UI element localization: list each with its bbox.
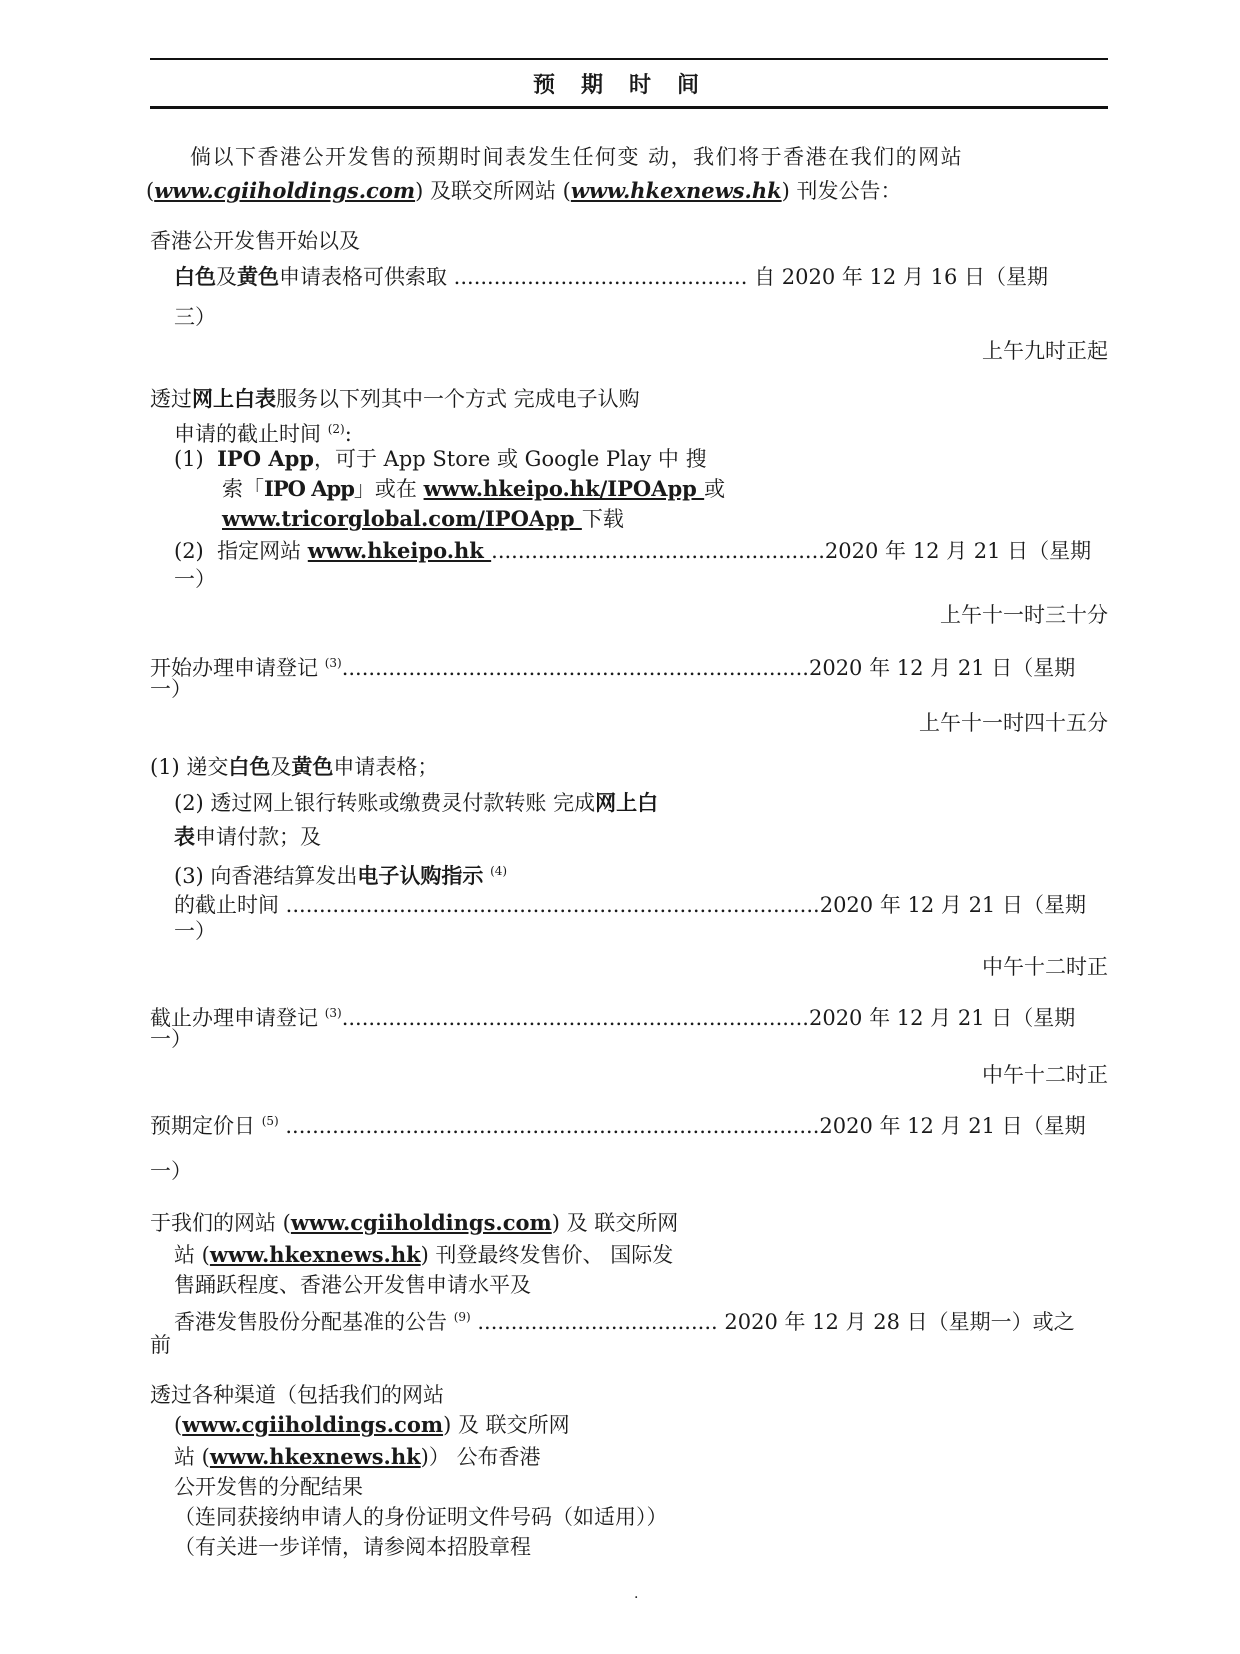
intro-hkex-url[interactable]: www.hkexnews.hk [570,178,782,203]
entry4-l2-bold: 网上白 [595,791,659,815]
page-marker: · [634,1590,639,1606]
entry5-date-continued: 一） [150,1027,192,1051]
entry8-l2-post: ) 及 联交所网 [443,1413,570,1437]
entry3-date: 2020 年 12 月 21 日（星期 [808,656,1076,680]
entry8-l3-pre: 站 ( [174,1445,210,1469]
header-top-rule [150,58,1108,60]
entry4-time: 中午十二时正 [982,955,1108,979]
hkexnews-link[interactable]: www.hkexnews.hk [209,1444,421,1469]
option1-text: ，可于 App Store 或 Google Play 中 搜 [314,447,707,471]
entry7-l2-pre: 站 ( [174,1243,210,1267]
entry5-line [150,998,1075,1033]
entry8-line4: 公开发售的分配结果 [174,1475,363,1499]
white-form-text: 白色 [228,755,271,779]
entry4-l3-bold: 表 [174,825,195,849]
entry7-date-continued: 前 [150,1333,171,1357]
entry3-time: 上午十一时四十五分 [919,711,1108,735]
leader-dots: ...................................................................... [341,656,809,680]
entry8-line2 [174,1410,570,1440]
colon: : [344,422,352,446]
entry7-l1-post: ) 及 联交所网 [551,1211,679,1235]
ipo-app-text: IPO App [217,446,314,471]
entry7-date: 2020 年 12 月 28 日（星期一）或之 [724,1310,1075,1334]
ipo-app-text: IPO App [264,476,354,501]
electronic-instructions-text: 电子认购指示 [357,864,484,888]
bracket-open: 索「 [222,477,264,501]
entry2-date-continued: 一） [174,567,216,591]
leader-dots: ............................................ [447,265,755,289]
entry5-label: 截止办理申请登记 [150,1006,318,1030]
leader-dots: ................................................................................ [279,893,820,917]
company-website-link[interactable]: www.cgiiholdings.com [290,1210,552,1235]
white-form-text: 白色 [174,265,216,289]
entry1-label-line1: 香港公开发售开始以及 [150,229,360,253]
entry8-line1: 透过各种渠道（包括我们的网站 [150,1383,444,1407]
entry2-deadline-label: 申请的截止时间 [174,422,321,446]
entry8-line5: （连同获接纳申请人的身份证明文件号码（如适用）） [174,1505,668,1529]
option2-text: 指定网站 [217,539,308,563]
intro-mid-text: 及联交所网站 [423,179,563,203]
tricor-ipoapp-link[interactable]: www.tricorglobal.com/IPOApp [222,506,582,531]
leader-dots: ................................................................................ [278,1114,820,1138]
entry5-time: 中午十二时正 [982,1063,1108,1087]
entry6-date: 2020 年 12 月 21 日（星期 [819,1114,1086,1138]
footnote-ref: (2) [327,422,345,436]
entry7-line2 [174,1240,673,1270]
entry7-l4: 香港发售股份分配基准的公告 [174,1310,447,1334]
entry7-l1-pre: 于我们的网站 ( [150,1211,291,1235]
entry3-date-continued: 一） [150,677,192,701]
entry2-bold: 网上白表 [192,387,276,411]
intro-company-url[interactable]: www.cgiiholdings.com [154,178,416,203]
entry2-option1-line3 [222,504,624,534]
yellow-form-text: 黄色 [237,265,279,289]
footnote-ref: (3) [324,656,342,670]
entry4-l2-pre: (2) 透过网上银行转账或缴费灵付款转账 完成 [174,791,596,815]
entry2-option1-line2 [222,474,725,504]
entry8-line3 [174,1442,541,1472]
entry1-rest-text: 申请表格可供索取 [279,265,447,289]
entry4-line5 [174,890,1086,920]
entry2-option1-line1 [174,444,707,474]
footnote-ref: (3) [324,1006,342,1020]
entry6-date-continued: 一） [150,1159,192,1183]
leader-dots: .................................... [470,1310,725,1334]
entry4-deadline-label: 的截止时间 [174,893,279,917]
entry4-line2 [174,788,658,818]
entry7-line4 [174,1302,1075,1337]
entry8-l3-post: )） 公布香港 [420,1445,541,1469]
entry2-pre: 透过 [150,387,192,411]
entry4-line3 [174,822,321,852]
entry1-label-line2 [174,262,1048,292]
entry4-date: 2020 年 12 月 21 日（星期 [819,893,1086,917]
entry7-l2-post: ) 刊登最终发售价、 国际发 [420,1243,674,1267]
entry4-l1-post: 申请表格； [333,755,439,779]
leader-dots: .................................................. [491,539,825,563]
entry2-date: 2020 年 12 月 21 日（星期 [824,539,1092,563]
entry6-label: 预期定价日 [150,1114,255,1138]
footnote-ref: (5) [261,1114,279,1128]
entry4-l1-pre: (1) 递交 [150,755,229,779]
or-at-text: 」或在 [353,477,424,501]
entry2-option2-line [174,536,1091,566]
footnote-ref: (4) [490,864,508,878]
intro-line-2: (www.cgiiholdings.com) 及联交所网站 (www.hkexnews.hk) 刊发公告： [146,178,902,203]
entry3-label: 开始办理申请登记 [150,656,318,680]
option-number: (2) [174,539,204,563]
or-text: 或 [704,477,726,501]
entry4-date-continued: 一） [174,919,216,943]
entry5-date: 2020 年 12 月 21 日（星期 [808,1006,1076,1030]
paren-open: ( [174,1413,183,1437]
hkeipo-link[interactable]: www.hkeipo.hk [307,538,492,563]
hkexnews-link[interactable]: www.hkexnews.hk [209,1242,421,1267]
page-title: 预期时间 [532,73,725,98]
entry3-line [150,648,1075,683]
header-bottom-rule [150,106,1108,109]
entry4-line4 [174,856,507,891]
hkeipo-ipoapp-link[interactable]: www.hkeipo.hk/IPOApp [423,476,705,501]
entry4-line1 [150,752,438,782]
entry6-line [150,1106,1086,1141]
and-text: 及 [270,755,292,779]
and-text: 及 [216,265,237,289]
company-website-link[interactable]: www.cgiiholdings.com [182,1412,444,1437]
intro-tail-text: 刊发公告： [789,179,902,203]
entry4-l4-pre: (3) 向香港结算发出 [174,864,358,888]
entry2-time: 上午十一时三十分 [940,603,1108,627]
entry1-date-continued: 三） [174,305,216,329]
entry7-line1 [150,1208,678,1238]
intro-line-1: 倘以下香港公开发售的预期时间表发生任何变 动，我们将于香港在我们的网站 [190,145,964,169]
entry1-time: 上午九时正起 [982,339,1108,363]
entry4-l3-post: 申请付款；及 [195,825,321,849]
download-text: 下载 [581,507,624,531]
leader-dots: ...................................................................... [341,1006,809,1030]
entry7-line3: 售踊跃程度、香港公开发售申请水平及 [174,1273,531,1297]
option-number: (1) [174,447,204,471]
entry2-line1 [150,384,640,414]
entry8-line6: （有关进一步详情，请参阅本招股章程 [174,1535,531,1559]
yellow-form-text: 黄色 [291,755,334,779]
entry1-date: 自 2020 年 12 月 16 日（星期 [754,265,1049,289]
footnote-ref: (9) [453,1310,471,1324]
entry2-post: 服务以下列其中一个方式 完成电子认购 [276,387,640,411]
